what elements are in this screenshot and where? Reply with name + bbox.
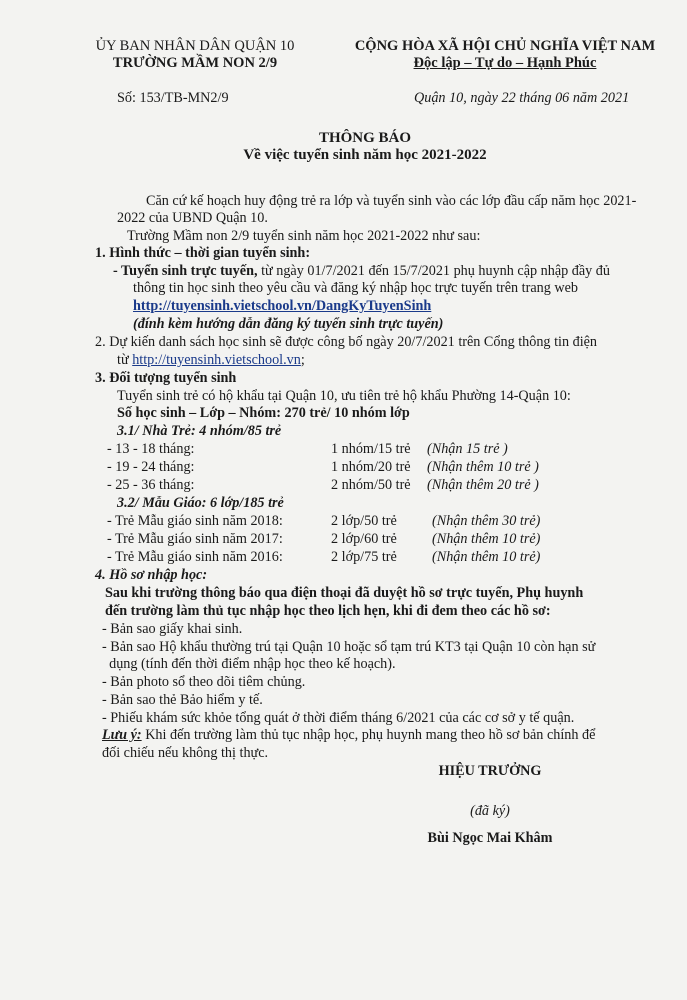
maugiao-row-note: (Nhận thêm 10 trẻ) bbox=[432, 549, 541, 565]
intro-line-3: Trường Mầm non 2/9 tuyển sinh năm học 2021-2022 như sau: bbox=[127, 228, 481, 244]
section-1-note: (đính kèm hướng dẫn đăng ký tuyển sinh trực tuyến) bbox=[133, 316, 444, 332]
page-title: THÔNG BÁO bbox=[318, 130, 412, 146]
maugiao-row-note: (Nhận thêm 10 trẻ) bbox=[432, 531, 541, 547]
document-item: - Bản sao thẻ Bảo hiểm y tế. bbox=[102, 692, 263, 708]
section-1-bullet-rest: từ ngày 01/7/2021 đến 15/7/2021 phụ huynh cập nhập đầy đủ bbox=[257, 263, 610, 279]
nhatre-row-label: - 13 - 18 tháng: bbox=[107, 441, 195, 457]
section-3-summary: Số học sinh – Lớp – Nhóm: 270 trẻ/ 10 nhóm lớp bbox=[117, 405, 410, 421]
section-2-prefix: từ bbox=[117, 352, 133, 368]
results-link[interactable]: http://tuyensinh.vietschool.vn bbox=[132, 352, 301, 368]
section-3-heading: 3. Đối tượng tuyển sinh bbox=[95, 370, 237, 386]
document-item: - Bản sao giấy khai sinh. bbox=[102, 621, 243, 637]
document-item: - Bản sao Hộ khẩu thường trú tại Quận 10 hoặc sổ tạm trú KT3 tại Quận 10 còn hạn sử bbox=[102, 639, 596, 655]
org-name: ỦY BAN NHÂN DÂN QUẬN 10 bbox=[95, 38, 295, 54]
intro-line-1: Căn cứ kế hoạch huy động trẻ ra lớp và tuyển sinh vào các lớp đầu cấp năm học 2021- bbox=[146, 193, 637, 209]
section-2-line-2 bbox=[117, 352, 305, 369]
page-subtitle: Về việc tuyển sinh năm học 2021-2022 bbox=[243, 147, 487, 163]
section-1-heading: 1. Hình thức – thời gian tuyển sinh: bbox=[95, 245, 311, 261]
intro-line-2: 2022 của UBND Quận 10. bbox=[117, 210, 268, 226]
nhatre-row-note: (Nhận thêm 10 trẻ ) bbox=[427, 459, 539, 475]
document-item: - Phiếu khám sức khỏe tổng quát ở thời điểm tháng 6/2021 của các cơ sở y tế quận. bbox=[102, 710, 575, 726]
nhatre-row-count: 2 nhóm/50 trẻ bbox=[331, 477, 411, 493]
maugiao-row-count: 2 lớp/60 trẻ bbox=[331, 531, 397, 547]
nhatre-row-count: 1 nhóm/15 trẻ bbox=[331, 441, 411, 457]
section-3-line-1: Tuyển sinh trẻ có hộ khẩu tại Quận 10, ưu tiên trẻ hộ khẩu Phường 14-Quận 10: bbox=[117, 388, 571, 404]
nhatre-row-label: - 19 - 24 tháng: bbox=[107, 459, 195, 475]
note-text: Khi đến trường làm thủ tục nhập học, phụ huynh mang theo hồ sơ bản chính để bbox=[141, 727, 596, 743]
nhatre-row-label: - 25 - 36 tháng: bbox=[107, 477, 195, 493]
maugiao-heading: 3.2/ Mẫu Giáo: 6 lớp/185 trẻ bbox=[117, 495, 284, 511]
maugiao-row-label: - Trẻ Mẫu giáo sinh năm 2017: bbox=[107, 531, 283, 547]
section-2-suffix: ; bbox=[300, 352, 305, 368]
nation-motto: Độc lập – Tự do – Hạnh Phúc bbox=[413, 55, 597, 71]
section-1-line-2: thông tin học sinh theo yêu cầu và đăng ký nhập học trực tuyến trên trang web bbox=[133, 280, 579, 296]
nhatre-row-note: (Nhận thêm 20 trẻ ) bbox=[427, 477, 539, 493]
section-2-line-1: 2. Dự kiến danh sách học sinh sẽ được công bố ngày 20/7/2021 trên Cổng thông tin điện bbox=[95, 334, 598, 350]
signature-signed: (đã ký) bbox=[470, 803, 510, 819]
nation-title: CỘNG HÒA XÃ HỘI CHỦ NGHĨA VIỆT NAM bbox=[354, 38, 656, 54]
signature-title: HIỆU TRƯỞNG bbox=[438, 763, 542, 779]
maugiao-row-label: - Trẻ Mẫu giáo sinh năm 2016: bbox=[107, 549, 283, 565]
nhatre-row-count: 1 nhóm/20 trẻ bbox=[331, 459, 411, 475]
maugiao-row-count: 2 lớp/50 trẻ bbox=[331, 513, 397, 529]
document-number: Số: 153/TB-MN2/9 bbox=[117, 90, 229, 106]
section-1-bullet-bold: - Tuyển sinh trực tuyến, bbox=[113, 263, 258, 279]
section-4-bold-line-2: đến trường làm thủ tục nhập học theo lịch hẹn, khi đi đem theo các hồ sơ: bbox=[105, 603, 551, 619]
signatory-name: Bùi Ngọc Mai Khâm bbox=[427, 830, 553, 846]
place-date: Quận 10, ngày 22 tháng 06 năm 2021 bbox=[414, 90, 630, 106]
document-item: dụng (tính đến thời điểm nhập học theo kế hoạch). bbox=[102, 656, 396, 672]
note-line-2: đối chiếu nếu không thị thực. bbox=[102, 745, 269, 761]
section-4-heading: 4. Hồ sơ nhập học: bbox=[95, 567, 208, 583]
section-1-bullet bbox=[113, 263, 610, 280]
nhatre-row-note: (Nhận 15 trẻ ) bbox=[427, 441, 508, 457]
maugiao-row-note: (Nhận thêm 30 trẻ) bbox=[432, 513, 541, 529]
document-item: - Bản photo sổ theo dõi tiêm chủng. bbox=[102, 674, 306, 690]
maugiao-row-label: - Trẻ Mẫu giáo sinh năm 2018: bbox=[107, 513, 283, 529]
note-line-1 bbox=[102, 727, 595, 744]
section-4-bold-line-1: Sau khi trường thông báo qua điện thoại đã duyệt hồ sơ trực tuyến, Phụ huynh bbox=[105, 585, 584, 601]
school-name: TRƯỜNG MẦM NON 2/9 bbox=[112, 55, 278, 71]
maugiao-row-count: 2 lớp/75 trẻ bbox=[331, 549, 397, 565]
nhatre-heading: 3.1/ Nhà Trẻ: 4 nhóm/85 trẻ bbox=[117, 423, 282, 439]
registration-link[interactable]: http://tuyensinh.vietschool.vn/DangKyTuyenSinh bbox=[133, 298, 432, 314]
note-label: Lưu ý: bbox=[102, 727, 142, 743]
